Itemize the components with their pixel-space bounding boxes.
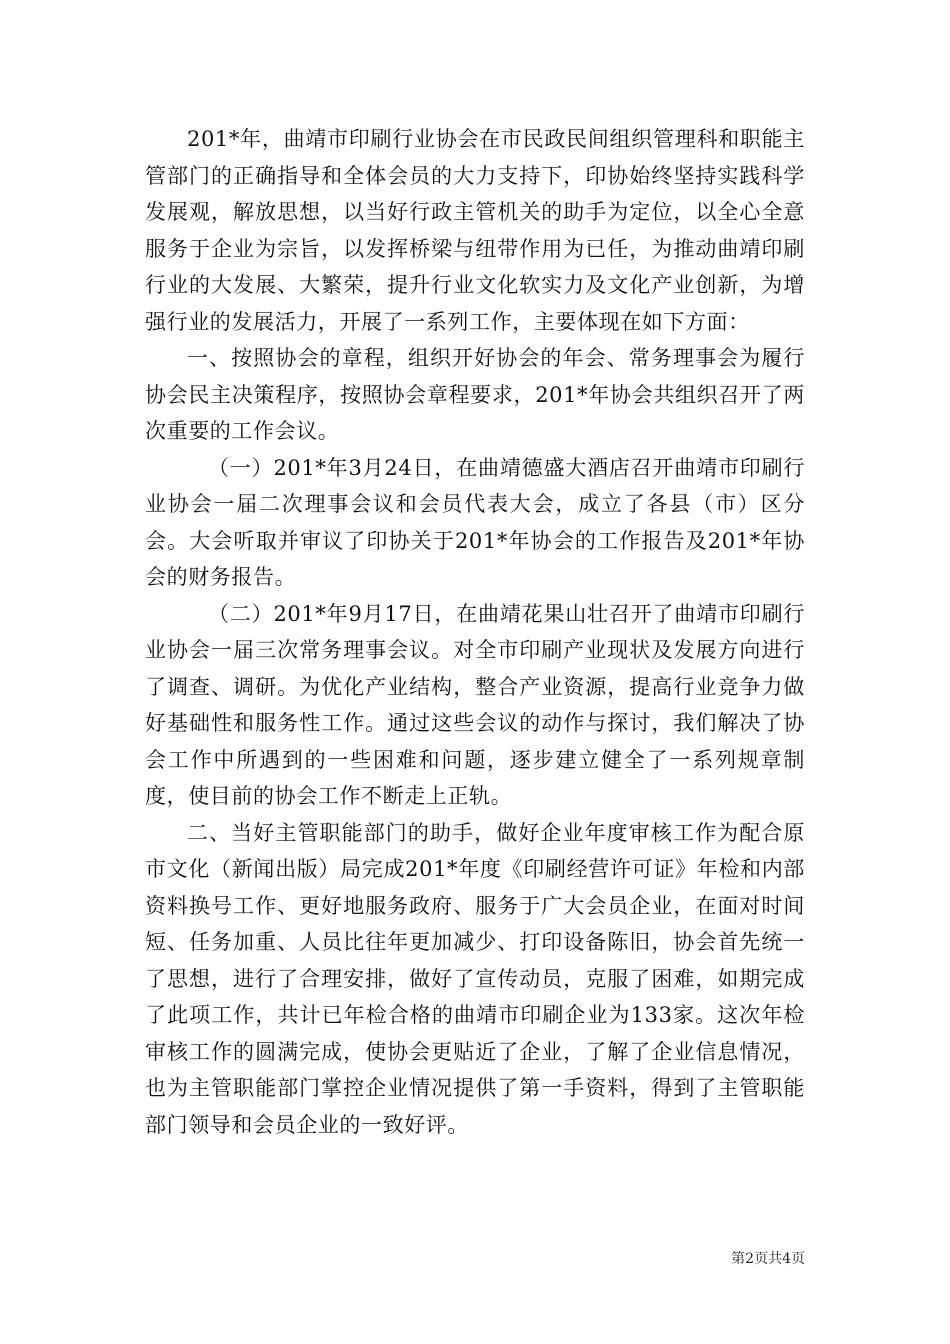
paragraph-section-one: 一、按照协会的章程，组织开好协会的年会、常务理事会为履行协会民主决策程序，按照协会章程要求，201*年协会共组织召开了两次重要的工作会议。 [145, 346, 805, 443]
page-number: 第2页共4页 [731, 1251, 805, 1267]
paragraph-section-two: 二、当好主管职能部门的助手，做好企业年度审核工作为配合原市文化（新闻出版）局完成201*年度《印刷经营许可证》年检和内部资料换号工作、更好地服务政府、服务于广大会员企业，在面对时间短、任务加重、人员比往年更加减少、打印设备陈旧，协会首先统一了思想，进行了合理安排，做好了宣传动员，克服了困难，如期完成了此项工作，共计已年检合格的曲靖市印刷企业为133家。这次年检审核工作的圆满完成，使协会更贴近了企业，了解了企业信息情况，也为主管职能部门掌控企业情况提供了第一手资料，得到了主管职能部门领导和会员企业的一致好评。 [145, 820, 805, 1137]
paragraph-intro: 201*年，曲靖市印刷行业协会在市民政民间组织管理科和职能主管部门的正确指导和全体会员的大力支持下，印协始终坚持实践科学发展观，解放思想，以当好行政主管机关的助手为定位，以全心全意服务于企业为宗旨，以发挥桥梁与纽带作用为已任，为推动曲靖印刷行业的大发展、大繁荣，提升行业文化软实力及文化产业创新，为增强行业的发展活力，开展了一系列工作，主要体现在如下方面： [145, 127, 805, 334]
paragraph-subsection-one: （一）201*年3月24日，在曲靖德盛大酒店召开曲靖市印刷行业协会一届二次理事会议和会员代表大会，成立了各县（市）区分会。大会听取并审议了印协关于201*年协会的工作报告及201*年协会的财务报告。 [145, 455, 805, 589]
document-body [145, 121, 805, 1143]
paragraph-subsection-two: （二）201*年9月17日，在曲靖花果山壮召开了曲靖市印刷行业协会一届三次常务理事会议。对全市印刷产业现状及发展方向进行了调查、调研。为优化产业结构，整合产业资源，提高行业竞争力做好基础性和服务性工作。通过这些会议的动作与探讨，我们解决了协会工作中所遇到的一些困难和问题，逐步建立健全了一系列规章制度，使目前的协会工作不断走上正轨。 [145, 601, 805, 808]
